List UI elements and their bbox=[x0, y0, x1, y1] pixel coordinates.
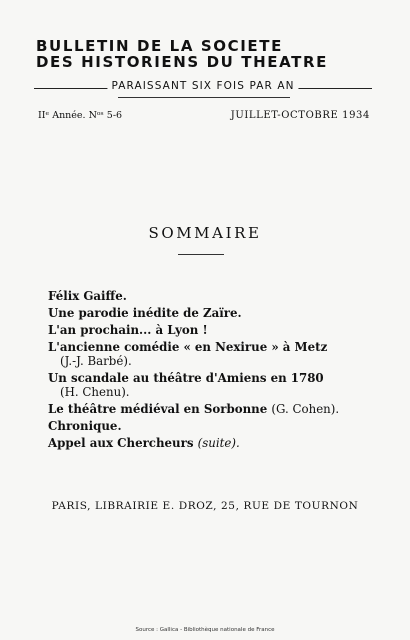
toc-item bbox=[48, 306, 242, 320]
masthead-rule bbox=[34, 80, 372, 97]
masthead-underline bbox=[118, 97, 290, 98]
toc-item bbox=[48, 419, 122, 433]
toc-item-text: L'ancienne comédie « en Nexirue » à Metz bbox=[48, 340, 328, 354]
toc-item-author bbox=[48, 354, 132, 368]
source-credit: Source : Gallica - Bibliothèque nationale de France bbox=[135, 627, 275, 633]
toc-item bbox=[48, 323, 208, 337]
toc-item-text: Félix Gaiffe. bbox=[48, 289, 127, 303]
sommaire-heading: SOMMAIRE bbox=[148, 224, 262, 242]
toc-item-author bbox=[48, 385, 130, 399]
toc-item-text: Un scandale au théâtre d'Amiens en 1780 bbox=[48, 371, 324, 385]
toc-item-text: Chronique. bbox=[48, 419, 122, 433]
toc-item bbox=[48, 289, 127, 303]
masthead-title-line1: BULLETIN DE LA SOCIETE bbox=[36, 37, 283, 55]
toc-author-text: (H. Chenu). bbox=[60, 385, 130, 399]
toc-item bbox=[48, 371, 324, 385]
toc-item-text: Appel aux Chercheurs bbox=[48, 436, 194, 450]
toc-suffix-text: (suite). bbox=[197, 436, 240, 450]
issue-volume: IIᵉ Année. Nᵒˢ 5-6 bbox=[38, 110, 123, 121]
masthead-tagline: PARAISSANT SIX FOIS PAR AN bbox=[107, 80, 298, 92]
sommaire-separator bbox=[178, 254, 224, 255]
toc-item bbox=[48, 436, 240, 450]
toc-item-text: Une parodie inédite de Zaïre. bbox=[48, 306, 242, 320]
masthead-title-line2: DES HISTORIENS DU THEATRE bbox=[36, 53, 328, 71]
toc-item-text: Le théâtre médiéval en Sorbonne bbox=[48, 402, 268, 416]
toc-item bbox=[48, 402, 339, 416]
toc-item bbox=[48, 340, 327, 354]
publisher-footer: PARIS, LIBRAIRIE E. DROZ, 25, RUE DE TOURNON bbox=[51, 500, 359, 512]
toc-author-text: (J.-J. Barbé). bbox=[60, 354, 132, 368]
toc-author-text: (G. Cohen). bbox=[271, 402, 340, 416]
toc-item-text: L'an prochain... à Lyon ! bbox=[48, 323, 208, 337]
issue-date: JUILLET-OCTOBRE 1934 bbox=[230, 110, 370, 121]
